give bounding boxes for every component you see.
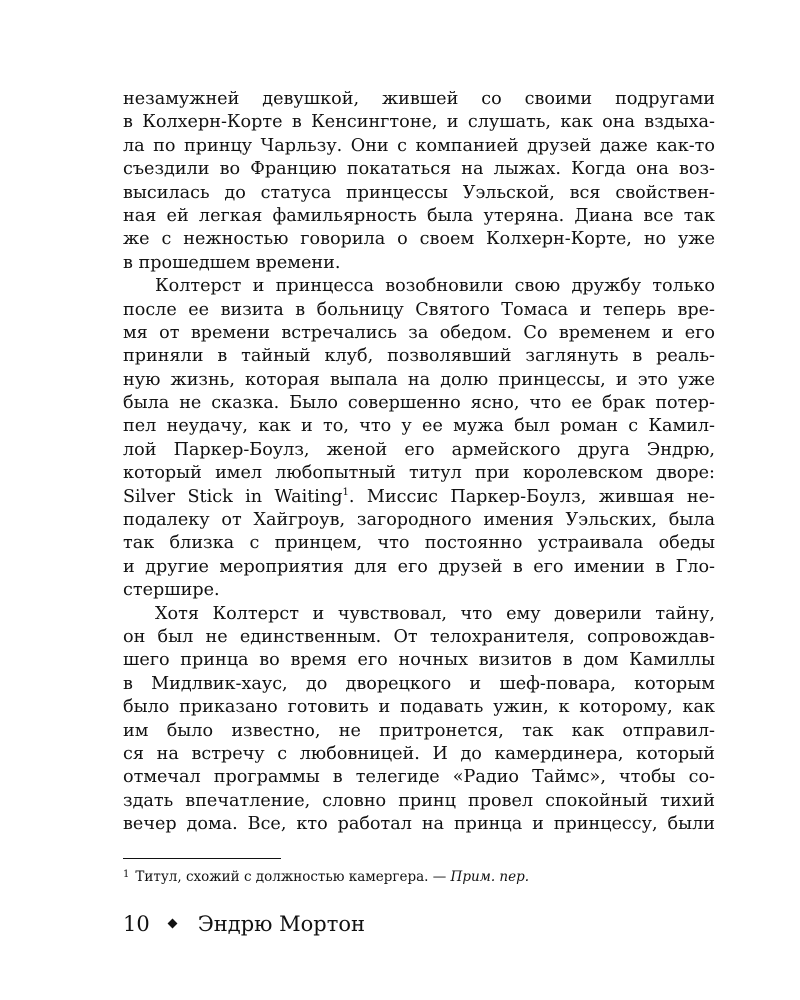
text-line: Колтерст и принцесса возобновили свою дружбу только [155,276,715,297]
text-line: в Мидлвик-хаус, до дворецкого и шеф-повара, которым [123,673,715,694]
text-line: высилась до статуса принцессы Уэльской, вся свойствен- [123,182,715,203]
text-line: ная ей легкая фамильярность была утеряна. Диана все так [123,205,715,226]
text-line: незамужней девушкой, жившей со своими подругами [123,89,715,109]
text-line: пел неудачу, как и то, что у ее мужа был роман с Камил- [123,416,715,437]
footnote-abbreviation: Прим. пер. [450,869,530,885]
text-line: стершире. [123,580,220,601]
text-line: ся на встречу с любовницей. И до камердинера, который [123,743,715,764]
text-line: было приказано готовить и подавать ужин, к которому, как [123,697,715,718]
page-number: 10 [123,912,150,936]
text-line: им было известно, не притронется, так как отправил- [123,720,715,741]
text-line: мя от времени встречались за обедом. Со временем и его [123,322,715,343]
text-line: вечер дома. Все, кто работал на принца и принцессу, были [123,814,715,835]
text-line: в Колхерн-Корте в Кенсингтоне, и слушать, как она вздыха- [123,112,715,133]
footnote-divider [123,858,281,859]
footnote-marker: 1 [123,869,130,880]
text-line: так близка с принцем, что постоянно устраивала обеды [123,533,715,554]
text-line: в прошедшем времени. [123,252,341,273]
diamond-separator-icon [167,919,177,929]
text-fragment: . Миссис Паркер-Боулз, жившая не- [348,486,715,507]
text-line: съездили во Францию покататься на лыжах. Когда она воз- [123,159,715,180]
text-line: приняли в тайный клуб, позволявший заглянуть в реаль- [123,346,715,367]
text-line: здать впечатление, словно принц провел спокойный тихий [123,790,715,811]
page-footer [123,910,365,938]
footnote-reference[interactable]: 1 [342,486,349,498]
text-line: была не сказка. Было совершенно ясно, что ее брак потер- [123,393,715,414]
text-line: Хотя Колтерст и чувствовал, что ему доверили тайну, [155,603,715,624]
text-line [123,486,715,509]
page-body [123,88,715,837]
text-fragment: Silver Stick in Waiting [123,486,343,507]
footnote [123,866,529,886]
text-line: же с нежностью говорила о своем Колхерн-Корте, но уже [123,229,715,250]
text-line: ную жизнь, которая выпала на долю принцессы, и это уже [123,369,715,390]
text-line: он был не единственным. От телохранителя, сопровождав- [123,626,715,647]
footnote-text: Титул, схожий с должностью камергера. — [135,869,447,885]
text-line: и другие мероприятия для его друзей в его имении в Гло- [123,556,715,577]
text-line: лой Паркер-Боулз, женой его армейского друга Эндрю, [123,439,715,460]
text-line: отмечал программы в телегиде «Радио Таймс», чтобы со- [123,767,715,788]
text-line: шего принца во время его ночных визитов в дом Камиллы [123,650,715,671]
running-footer-author: Эндрю Мортон [197,912,365,936]
text-line: после ее визита в больницу Святого Томаса и теперь вре- [123,299,715,320]
text-line: подалеку от Хайгроув, загородного имения Уэльских, была [123,510,715,531]
text-line: ла по принцу Чарльзу. Они с компанией друзей даже как-то [123,135,715,156]
text-line: который имел любопытный титул при королевском дворе: [123,463,715,484]
